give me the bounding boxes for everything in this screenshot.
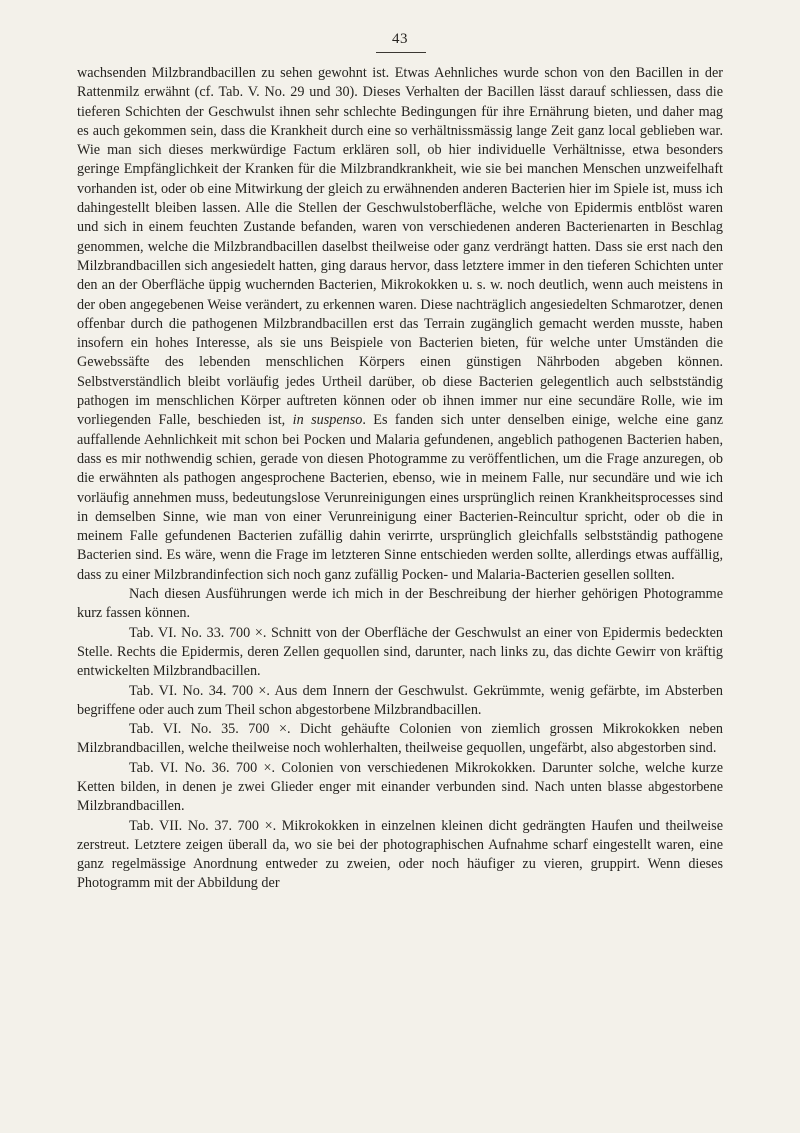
plate-entry-36: Tab. VI. No. 36. 700 ×. Colonien von verschiedenen Mikrokokken. Darunter solche, welche kurze Ketten bilden, in denen je zwei Glieder enger mit einander verbunden sind. Nach unten blasse abgestorbene Milzbrandbacillen. bbox=[77, 759, 723, 815]
page-number-underline bbox=[376, 52, 426, 53]
plate-entry-37: Tab. VII. No. 37. 700 ×. Mikrokokken in einzelnen kleinen dicht gedrängten Haufen und theilweise zerstreut. Letztere zeigen überall da, wo sie bei der photographischen Aufnahme scharf eingestellt waren, eine ganz regelmässige Anordnung entweder zu zweien, oder noch häufiger zu vieren, gruppirt. Wenn dieses Photogramm mit der Abbildung der bbox=[77, 817, 723, 892]
paragraph-1-tail: . Es fanden sich unter denselben einige, welche eine ganz auffallende Aehnlichkeit mit schon bei Pocken und Malaria gefundenen, angeblich pathogenen Bacterien haben, dass es mir nothwendig schien, gerade von diesen Photogramme zu veröffentlichen, um die Frage anzuregen, ob die erwähnten als pathogen angesprochene Bacterien, ebenso, wie in meinem Falle, nur secundäre und wie ich vorläufig annehmen muss, bedeutungslose Verunreinigungen eines ursprünglich reinen Krankheitsprocesses sind in demselben Sinne, wie man von einer Verunreinigung einer Bacterien-Reincultur spricht, oder ob die in meinem Falle gefundenen Bacterien zufällig dahin verirrte, ursprünglich gleichfalls selbstständig pathogene Bacterien sind. Es wäre, wenn die Frage im letzteren Sinne entschieden werden sollte, allerdings etwas auffällig, dass zu einer Milzbrandinfection sich noch ganz zufällig Pocken- und Malaria-Bacterien gesellen sollten. bbox=[77, 412, 723, 583]
body-text bbox=[77, 64, 723, 894]
plate-entry-33: Tab. VI. No. 33. 700 ×. Schnitt von der Oberfläche der Geschwulst an einer von Epidermis bedeckten Stelle. Rechts die Epidermis, deren Zellen gequollen sind, darunter, nach links zu, das dichte Gewirr von kräftig entwickelten Milzbrandbacillen. bbox=[77, 624, 723, 680]
paragraph-2: Nach diesen Ausführungen werde ich mich in der Beschreibung der hierher gehörigen Photogramme kurz fassen können. bbox=[77, 586, 723, 622]
plate-entry-34: Tab. VI. No. 34. 700 ×. Aus dem Innern der Geschwulst. Gekrümmte, wenig gefärbte, im Absterben begriffene oder auch zum Theil schon abgestorbene Milzbrandbacillen. bbox=[77, 682, 723, 718]
paragraph-1 bbox=[77, 64, 723, 585]
plate-entry-35: Tab. VI. No. 35. 700 ×. Dicht gehäufte Colonien von ziemlich grossen Mikrokokken neben Milzbrandbacillen, welche theilweise noch wohlerhalten, theilweise gequollen, ungefärbt, also abgestorben sind. bbox=[77, 721, 723, 757]
paragraph-1-italic: in suspenso bbox=[292, 412, 363, 429]
paragraph-1-text: wachsenden Milzbrandbacillen zu sehen gewohnt ist. Etwas Aehnliches wurde schon von den Bacillen in der Rattenmilz erwähnt (cf. Tab. V. No. 29 und 30). Dieses Verhalten der Bacillen lässt darauf schliessen, dass die tieferen Schichten der Geschwulst ihnen sehr schlechte Bedingungen für ihre Ernährung bieten, und daher mag es auch gekommen sein, dass die Krankheit durch eine so verhältnissmässig lange Zeit ganz local geblieben war. Wie man sich dieses merkwürdige Factum erklären soll, ob hier individuelle Verhältnisse, etwa besonders geringe Empfänglichkeit der Kranken für die Milzbrandkrankheit, wie sie bei manchen Menschen unzweifelhaft vorhanden ist, oder ob eine Mitwirkung der gleich zu erwähnenden anderen Bacterien hier im Spiele ist, muss ich dahingestellt bleiben lassen. Alle die Stellen der Geschwulstoberfläche, welche von Epidermis entblöst waren und sich in einem feuchten Zustande befanden, waren von verschiedenen anderen Bacterienarten in Beschlag genommen, welche die Milzbrandbacillen daselbst theilweise oder ganz verdrängt hatten. Dass sie erst nach den Milzbrandbacillen sich angesiedelt hatten, ging daraus hervor, dass letztere immer in den tieferen Schichten unter den an der Oberfläche üppig wuchernden Bacterien, Mikrokokken u. s. w. noch deutlich, wenn auch meistens in der oben angegebenen Weise verändert, zu erkennen waren. Diese nachträglich angesiedelten Schmarotzer, denen offenbar durch die pathogenen Milzbrandbacillen erst das Terrain zugänglich gemacht werden musste, haben insofern ein hohes Interesse, als sie uns Beispiele von Bacterien bieten, für welche unter Umständen die Gewebssäfte des lebenden menschlichen Körpers einen günstigen Nährboden abgeben können. Selbstverständlich bleibt vorläufig jedes Urtheil darüber, ob diese Bacterien gelegentlich auch selbstständig pathogen im menschlichen Körper auftreten können oder ob ihnen immer nur eine secundäre Rolle, wie im vorliegenden Falle, beschieden ist, bbox=[77, 65, 723, 429]
page-number: 43 bbox=[392, 31, 408, 47]
